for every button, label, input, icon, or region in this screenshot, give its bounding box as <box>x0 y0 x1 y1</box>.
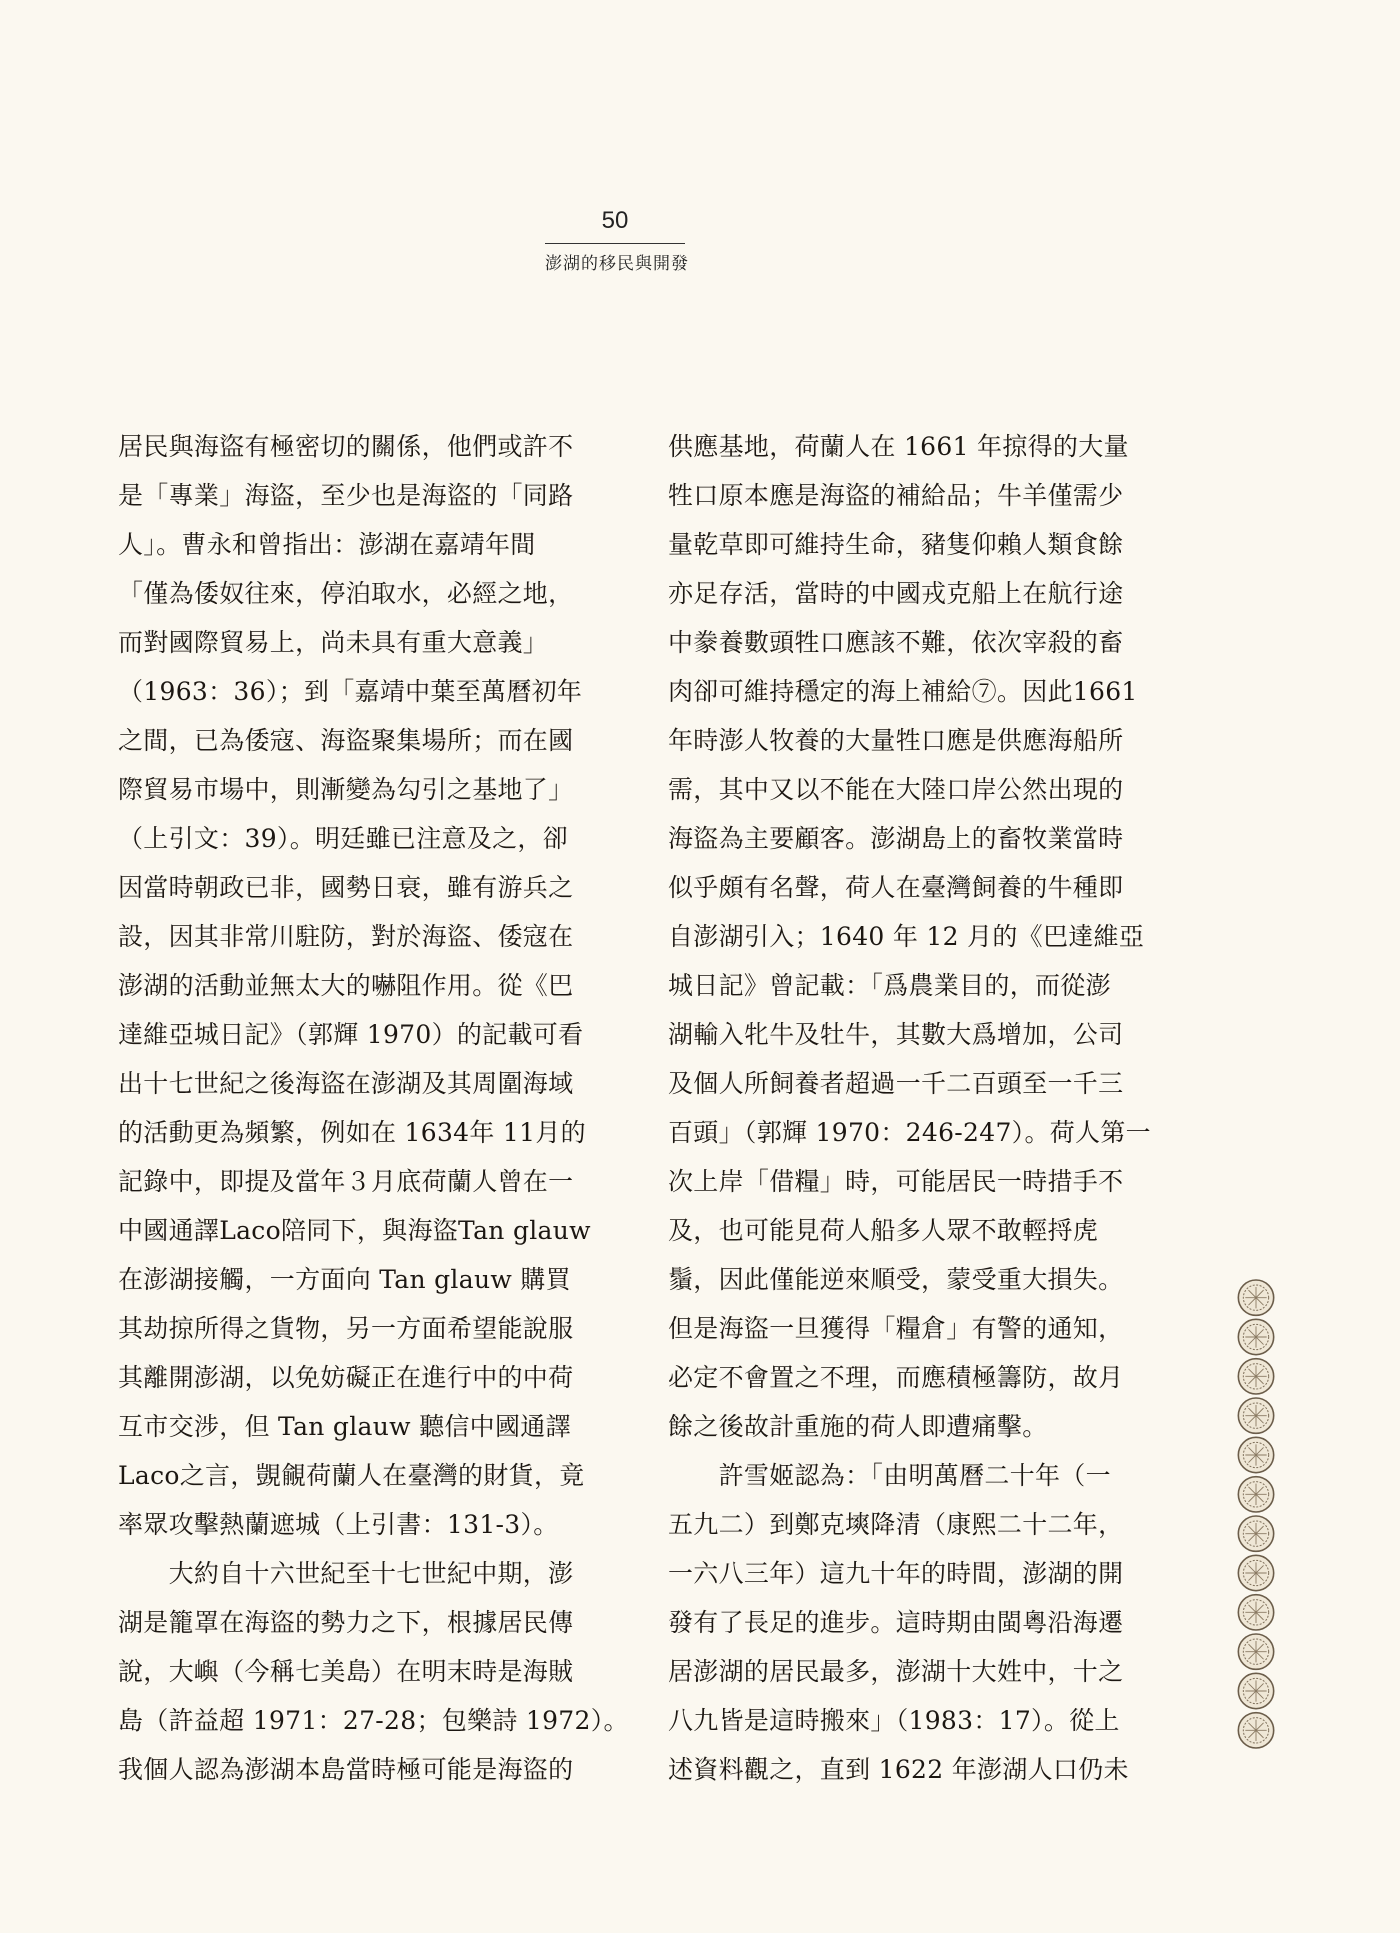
text-line: 之間，已為倭寇、海盜聚集場所；而在國 <box>118 726 574 755</box>
medallion-icon <box>1238 1595 1273 1630</box>
text-line: 記錄中，即提及當年３月底荷蘭人曾在一 <box>118 1167 574 1196</box>
text-line: 亦足存活，當時的中國戎克船上在航行途 <box>668 579 1124 608</box>
text-line: 其離開澎湖，以免妨礙正在進行中的中荷 <box>118 1363 574 1392</box>
text-line: 但是海盜一旦獲得「糧倉」有警的通知， <box>668 1314 1124 1343</box>
text-line: （1963：36）；到「嘉靖中葉至萬曆初年 <box>118 677 583 706</box>
medallion-icon <box>1238 1673 1273 1708</box>
text-line: 城日記》曾記載：「爲農業目的，而從澎 <box>668 971 1111 1000</box>
text-line: 「僅為倭奴往來，停泊取水，必經之地， <box>118 579 574 608</box>
text-line: 五九二）到鄭克塽降清（康熙二十二年， <box>668 1510 1124 1539</box>
page-header <box>545 205 689 276</box>
text-line: 及個人所飼養者超過一千二百頭至一千三 <box>668 1069 1124 1098</box>
text-line: 述資料觀之，直到 1622 年澎湖人口仍未 <box>668 1755 1129 1784</box>
medallion-icon <box>1238 1398 1273 1433</box>
medallion-icon <box>1238 1477 1273 1512</box>
text-line: 設，因其非常川駐防，對於海盜、倭寇在 <box>118 922 574 951</box>
text-line: 百頭」（郭輝 1970：246-247）。荷人第一 <box>668 1118 1151 1147</box>
text-line: 肉卻可維持穩定的海上補給⑦。因此1661 <box>668 677 1138 706</box>
text-line: 一六八三年）這九十年的時間，澎湖的開 <box>668 1559 1124 1588</box>
text-line: 其劫掠所得之貨物，另一方面希望能說服 <box>118 1314 574 1343</box>
text-line: 說，大嶼（今稱七美島）在明末時是海賊 <box>118 1657 574 1686</box>
medallion-icon <box>1238 1555 1273 1590</box>
text-line: 年時澎人牧養的大量牲口應是供應海船所 <box>668 726 1124 755</box>
text-line: 是「專業」海盜，至少也是海盜的「同路 <box>118 481 574 510</box>
text-line: 必定不會置之不理，而應積極籌防，故月 <box>668 1363 1124 1392</box>
text-line: 供應基地，荷蘭人在 1661 年掠得的大量 <box>668 432 1129 461</box>
medallion-icon <box>1238 1319 1273 1354</box>
text-line: （上引文：39）。明廷雖已注意及之，卻 <box>118 824 569 853</box>
running-title: 澎湖的移民與開發 <box>545 254 689 274</box>
medallion-icon <box>1238 1516 1273 1551</box>
text-line: 需，其中又以不能在大陸口岸公然出現的 <box>668 775 1124 804</box>
text-line: 因當時朝政已非，國勢日衰，雖有游兵之 <box>118 873 574 902</box>
text-line: 中國通譯Laco陪同下，與海盜Tan glauw <box>118 1216 591 1245</box>
text-line: 發有了長足的進步。這時期由閩粵沿海遷 <box>668 1608 1124 1637</box>
text-line: 率眾攻擊熱蘭遮城（上引書：131-3）。 <box>118 1510 559 1539</box>
text-line: 的活動更為頻繁，例如在 1634年 11月的 <box>118 1118 586 1147</box>
left-text-column <box>118 422 629 1794</box>
medallion-icon <box>1238 1713 1273 1748</box>
text-line: 及，也可能見荷人船多人眾不敢輕捋虎 <box>668 1216 1099 1245</box>
text-line: Laco之言，覬覦荷蘭人在臺灣的財貨，竟 <box>118 1461 585 1490</box>
text-line: 互市交涉，但 Tan glauw 聽信中國通譯 <box>118 1412 571 1441</box>
text-line: 澎湖的活動並無太大的嚇阻作用。從《巴 <box>118 971 574 1000</box>
text-line: 八九皆是這時搬來」（1983：17）。從上 <box>668 1706 1120 1735</box>
text-line: 許雪姬認為：「由明萬曆二十年（一 <box>668 1461 1111 1490</box>
text-line: 達維亞城日記》（郭輝 1970）的記載可看 <box>118 1020 584 1049</box>
text-line: 次上岸「借糧」時，可能居民一時措手不 <box>668 1167 1124 1196</box>
text-line: 中豢養數頭牲口應該不難，依次宰殺的畜 <box>668 628 1124 657</box>
text-line: 大約自十六世紀至十七世紀中期，澎 <box>118 1559 574 1588</box>
text-line: 際貿易市場中，則漸變為勾引之基地了」 <box>118 775 574 804</box>
medallion-icon <box>1238 1634 1273 1669</box>
text-line: 湖輸入牝牛及牡牛，其數大爲增加，公司 <box>668 1020 1124 1049</box>
text-line: 似乎頗有名聲，荷人在臺灣飼養的牛種即 <box>668 873 1124 902</box>
text-line: 人」。曹永和曾指出：澎湖在嘉靖年間 <box>118 530 536 559</box>
text-line: 出十七世紀之後海盜在澎湖及其周圍海域 <box>118 1069 574 1098</box>
text-line: 而對國際貿易上，尚未具有重大意義」 <box>118 628 549 657</box>
medallion-icon <box>1238 1359 1273 1394</box>
text-line: 自澎湖引入；1640 年 12 月的《巴達維亞 <box>668 922 1145 951</box>
text-line: 量乾草即可維持生命，豬隻仰賴人類食餘 <box>668 530 1124 559</box>
header-rule <box>545 243 685 244</box>
text-line: 居澎湖的居民最多，澎湖十大姓中，十之 <box>668 1657 1124 1686</box>
medallion-icon <box>1238 1437 1273 1472</box>
medallion-icon <box>1238 1280 1273 1315</box>
text-line: 我個人認為澎湖本島當時極可能是海盜的 <box>118 1755 574 1784</box>
text-line: 湖是籠罩在海盜的勢力之下，根據居民傳 <box>118 1608 574 1637</box>
text-line: 餘之後故計重施的荷人即遭痛擊。 <box>668 1412 1048 1441</box>
text-line: 在澎湖接觸，一方面向 Tan glauw 購買 <box>118 1265 571 1294</box>
medallion-ornament-icon <box>1236 1278 1276 1750</box>
right-text-column <box>668 422 1151 1794</box>
text-line: 鬚，因此僅能逆來順受，蒙受重大損失。 <box>668 1265 1124 1294</box>
text-line: 牲口原本應是海盜的補給品；牛羊僅需少 <box>668 481 1124 510</box>
page-number: 50 <box>601 207 629 234</box>
text-line: 居民與海盜有極密切的關係，他們或許不 <box>118 432 574 461</box>
text-line: 島（許益超 1971：27-28；包樂詩 1972）。 <box>118 1706 629 1735</box>
text-line: 海盜為主要顧客。澎湖島上的畜牧業當時 <box>668 824 1124 853</box>
